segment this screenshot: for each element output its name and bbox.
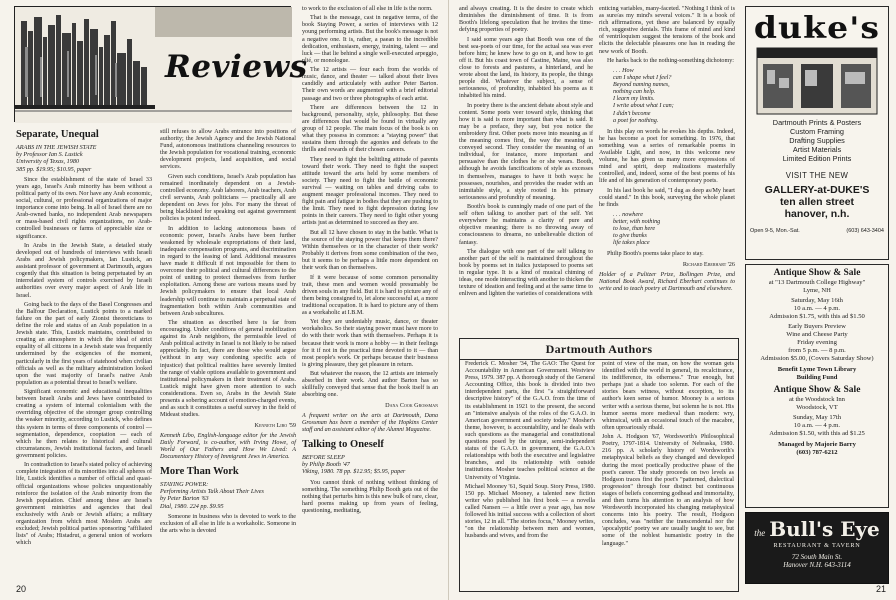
antique-date: Saturday, May 16th xyxy=(791,297,843,304)
paragraph: still refuses to allow Arabs entrance into positions of authority; the Jewish Agency and the Jewish National Fund, autonomous institutions channeling resources to the Jewish population for vocational training, economic development projects, land acquisition, and social services. xyxy=(160,129,296,171)
poem-line: I write about what I can; xyxy=(613,103,674,110)
antique-admission: Admission $1.75, with this ad $1.50 xyxy=(769,313,865,320)
article-heading: Separate, Unequal xyxy=(16,129,99,140)
antique-location: at "13 Dartmouth College Highway" xyxy=(768,279,866,286)
page-number: 21 xyxy=(875,584,886,594)
book-title: ARABS IN THE JEWISH STATE xyxy=(16,144,97,151)
antique-preview: Friday evening xyxy=(797,339,837,346)
dukes-ad xyxy=(745,6,889,260)
book-publisher: Dial, 1980. 224 pp. $9.95 xyxy=(160,502,224,510)
bulls-eye-tagline: RESTAURANT & TAVERN xyxy=(773,542,861,549)
left-column-3 xyxy=(302,6,438,590)
article-heading: Talking to Oneself xyxy=(302,439,384,451)
right-column-2 xyxy=(599,6,735,332)
poem-excerpt xyxy=(613,68,735,125)
poem-line: to give thanks xyxy=(613,233,647,240)
antique-preview: from 5 p.m. — 8 p.m. xyxy=(788,347,846,354)
paragraph: But whatever the reason, the 12 artists are intensely absorbed in their work. And author Barton has so skillfully conveyed that sense that the book itself is an absorbing one. xyxy=(302,371,438,399)
dartmouth-authors-title: Dartmouth Authors xyxy=(460,339,738,360)
dukes-gallery: GALLERY-at-DUKE'S xyxy=(764,184,870,196)
storefront-illustration xyxy=(757,48,877,114)
reviews-banner xyxy=(14,6,308,122)
antique-benefit: Benefit Lyme Town Library xyxy=(777,366,857,373)
dukes-town: hanover, n.h. xyxy=(784,208,850,220)
paragraph: Going back to the days of the Basel Congresses and the Balfour Declaration, Lustick points to a marked failure on the part of early Zionist theoreticians to define the role and status of an Arab population in a Jewish state. This, Lustick maintains, contributed to creating an atmosphere in which the ideal of strict equality of all citizens in a Jewish state was frequently undermined by the exigencies of the moment, particularly in the first years of statehood when civilian officials as well as the military administration looked upon the vast majority of Israel's native Arab population as a potential threat to Israel's welfare. xyxy=(16,301,152,386)
author-entry: Frederick C. Mosher '34, The GAO: The Quest for Accountability in American Government. Westview Press, 1979. 387 pp. A thorough study of the General Accounting Office, this book is divided into two interdependent parts, the first "a straightforward descriptive history" of the G.A.O. from the time of its establishment in 1921 to the present, the second an "intensive analysis of the roles of the G.A.O. in American government and society today." Mosher's theme, however, is accountability, and he deals with such questions as the managerial and constitutional questions posed by the unique, semi-independent status of the G.A.O. in government, the G.A.O.'s relationships with both the executive and legislative branches, and its relationship with outside institutions. Mosher teaches political science at the University of Virginia. xyxy=(465,361,595,481)
author-entry: point of view of the man, on how the woman gets identified with the world in general, its recalcitrance, its indifference, its otherness." True enough, but perhaps just a shade too solemn. For each of the stories bears witness, without exception, to its author's keen sense of humor. Mooney is a serious writer with a serious theme, but solemn he is not. His humor seems more medieval than modern: wry, whimsical, with an occasional touch of the macabre, often uproariously ribald. xyxy=(602,361,734,431)
dukes-visit: VISIT THE NEW xyxy=(785,171,849,180)
antique-town: Woodstock, VT xyxy=(796,404,838,411)
author-bio: A frequent writer on the arts at Dartmouth, Dana Grossman has been a member of the Hopkins Center staff and an assistant editor of the Alumni Magazine. xyxy=(302,412,438,433)
bulls-eye-address: 72 South Main St. xyxy=(791,553,843,561)
bulls-eye-name: Bull's Eye xyxy=(769,517,880,541)
dartmouth-authors-column-1 xyxy=(465,361,595,589)
author-entry: John A. Hodgson '67, Wordsworth's Philosophical Poetry, 1797-1814. University of Nebraska, 1980. 216 pp. A scholarly history of Wordsworth's metaphysical beliefs as they changed and developed during the most poetically productive phase of the poet's career. The study proceeds on two levels as Hodgson traces first the poet's "patterned, dialectical progression" through four distinct but continuous stages of beliefs concerning godhead and immortality, and then turns his attention to an analysis of how Wordsworth incorporated his changing metaphysical concerns into his poetry. The result, Hodgson concludes, was "neither the transcendental nor the 'apocalyptic' poetry we are usually taught to see, but some of the noblest humanistic poetry in the language." xyxy=(602,434,734,547)
poem-line: a poet for nothing. xyxy=(613,117,659,124)
antique-time: 10 a.m. — 4 p.m. xyxy=(793,422,841,429)
paragraph: Booth's book is cunningly made of one part of the self often talking to another part of the self. Yet everywhere he maintains a clarity of pure and objective meaning; there is no throwing away of consciousness to dreams, no unbelievable diction of fantasy. xyxy=(459,204,593,246)
poem-excerpt xyxy=(613,212,735,247)
dukes-address: ten allen street xyxy=(779,196,855,208)
antique-admission: Admission $1.50, with this ad $1.25 xyxy=(769,430,865,437)
paragraph: Given such conditions, Israel's Arab population has remained inordinately dependent on a Jewish-controlled economy. Arab laborers, Arab teachers, Arab civil servants, Arab politicians — practically all are dependent on Jews for jobs. For many the threat of being blacklisted for speaking out against government policies is potent indeed. xyxy=(160,173,296,223)
author-entry: Michael Mooney '61, Squid Soup. Story Press, 1980. 150 pp. Michael Mooney, a talented new fiction writer who published his first book — a novella called Nansen — a little over a year ago, has now followed his initial success with a collection of short stories, 12 in all. "The stories focus," Mooney writes, "on the relationship between men and women, husbands and wives, and from the xyxy=(465,483,595,540)
article-heading: More Than Work xyxy=(160,465,239,477)
book-publisher: University of Texas, 1980 xyxy=(16,158,80,166)
dukes-line: Custom Framing xyxy=(790,127,844,136)
dartmouth-authors-box xyxy=(459,338,739,592)
dukes-logo: duke's xyxy=(753,11,881,46)
paragraph: enticing variables, many-faceted. "Nothing I think of is as sure/as my mind's several voices." It is a book of rich affirmations, yet these are balanced by equally rich, suggestive denials. This frame of mind and kind of ventriloquism suggest the tensions of the book and elicits the delectable pleasures one has in reading the new work of Booth. xyxy=(599,6,735,55)
paragraph: In poetry there is the ancient debate about style and content. Some poets veer toward style, thinking that how it is said is more important than what is said. It may be a preface, they say, but you notice the embroidery first. Other poets move into meaning as if the meaning comes first, the way the meaning is conveyed second. They consider the meaning of an individual, for instance, more important and persuasive than the clothes he or she wears. Booth, although he avoids fancifications of style as excesses in themselves, manages to have it both ways: he possesses, nourishes, and provides the reader with an inimitable style, a style rooted in his primary seriousness and profundity of meaning. xyxy=(459,102,593,201)
dukes-line: Drafting Supplies xyxy=(789,136,845,145)
antique-date: Sunday, May 17th xyxy=(792,414,842,421)
antique-show-ad xyxy=(745,264,889,508)
right-page xyxy=(448,0,896,600)
book-author: by Peter Barton '63 xyxy=(160,495,209,503)
book-subtitle: Performing Artists Talk About Their Lives xyxy=(160,488,264,496)
poem-line: better, with nothing xyxy=(613,219,661,225)
paragraph: They need to fight the belittling attitude of parents toward their work. They need to fight the suspect attitude toward the arts held by some members of society. They need to fight the battle of economic survival — waiting on tables and driving cabs to augment meager professional incomes. They need to fight pain and fatigue in bodies that they are pushing to the limit. They need to fight depression during low points in their careers. They need to fight other young artists just as determined to succeed as they are. xyxy=(302,156,438,227)
paragraph: Someone in business who is devoted to work to the exclusion of all else in life is a workaholic. Someone in the arts who is devoted xyxy=(160,513,296,534)
dukes-hours: Open 9-5, Mon.-Sat. xyxy=(750,228,800,234)
book-title: STAYING POWER: xyxy=(160,480,209,488)
paragraph: In addition to lacking autonomous bases of economic power, Israel's Arabs have been further weakened by wholesale expropriations of their land, inadequate compensation programs, and discrimination in regard to the leasing of land. Additional measures have made it difficult if not impossible for them to overcome their political and cultural differences to the point of uniting to protect themselves from further exploitation. Among these are various means used by Jewish policymakers to ensure that local Arab leadership will continue to maintain a perpetual state of fragmentation both within Arab communities and between Arab subcultures. xyxy=(160,225,296,317)
antique-location: at the Woodstock Inn xyxy=(789,396,845,403)
antique-preview: Wine and Cheese Party xyxy=(786,331,848,338)
signature: Richard Eberhart '26 xyxy=(682,260,735,268)
reviews-title: Reviews xyxy=(165,49,308,85)
paragraph: In Arabs in the Jewish State, a detailed study developed out of hundreds of interviews with Israeli Arabs and Jewish policymakers, Ian Lustick, an assistant professor of government at Dartmouth, argues cogently that this situation is being perpetuated by an interrelated system of controls exercised by Israeli authorities over every major aspect of Arab life in Israel. xyxy=(16,242,152,299)
paragraph: He harks back to the nothing-something dichotomy: xyxy=(607,57,734,64)
paragraph: Since the establishment of the state of Israel 33 years ago, Israel's Arab minority has been without a political party of its own. Nor have any Arab economic, social, cultural, or professional organizations of major importance come into being. In all of Israel there are no Arab-owned banks, no independent Arab newspapers or mass-based civil rights organizations, no Arab-controlled businesses or farms of appreciable size or significance. xyxy=(16,176,152,240)
paragraph: and always creating. It is the desire to create which diminishes the diminishment of time. It is from Booth's lifelong speculation that he invites the time-defying properties of poetry. xyxy=(459,6,593,34)
paragraph: That is the message, cast in negative terms, of the book Staying Power, a series of interviews with 12 young performing artists. But the book's message is not a negative one. It is, rather, a paean to the incredible dedication, enthusiasm, energy, training, talent — and luck — that lie behind a single well-executed arpeggio, plié, or monologue. xyxy=(302,15,438,64)
antique-benefit: Building Fund xyxy=(796,374,838,381)
signature: Dana Cook Grossman xyxy=(385,401,438,409)
poem-line: . . . How xyxy=(613,67,634,74)
antique-title: Antique Show & Sale xyxy=(773,268,861,278)
paragraph: There are differences between the 12 in background, personality, style, philosophy. But these are differences that would be found in virtually any group of 12 people. The main focus of the book is on what they possess in common: a "staying power" that sustains them through the agonies and defeats to the thrills and rewards of their chosen careers. xyxy=(302,104,438,154)
paragraph: The 12 artists — four each from the worlds of music, dance, and theater — talked about their lives candidly and articulately with author Peter Barton. Their own words are augmented with a brief editorial passage and two or three photographs of each artist. xyxy=(302,67,438,102)
dukes-phone: (603) 643-3404 xyxy=(846,228,884,234)
paragraph: But all 12 have chosen to stay in the battle. What is the source of the staying power that keeps them there? Within themselves or in the character of their work? Probably it derives from some combination of the two, but it seems to be perhaps a little more dependent on their work than on themselves. xyxy=(302,229,438,272)
poem-line: nothing can help. xyxy=(613,89,656,96)
book-publisher: Viking, 1980. 78 pp. $12.95; $5.95, paper xyxy=(302,468,406,476)
paragraph: You cannot think of nothing without thinking of something. The something Philip Booth gets out of the nothing that perturbs him is this new bulk of rare, clear, hard poems making up from years of feeling, questioning, meditating, xyxy=(302,479,438,515)
bulls-eye-the: the xyxy=(754,528,766,538)
paragraph: In this play on words he evokes his depths. Indeed, he has become a poet for something. In 1976, that something was a series of remarkable poems in Available Light, and now, in this welcome new volume, he has given us many more expressions of mind and spirit, deep realizations masterfully controlled, and, indeed, some of the best poems of his life and of his generation of contemporary poets. xyxy=(599,128,735,185)
dartmouth-authors-column-2 xyxy=(602,361,734,589)
dukes-line: Dartmouth Prints & Posters xyxy=(772,118,862,127)
dukes-line: Limited Edition Prints xyxy=(782,154,852,163)
poem-line: to lose, than here xyxy=(613,226,656,233)
poem-line: I didn't become xyxy=(613,110,651,117)
poem-line: can I shape what I feel? xyxy=(613,75,672,82)
antique-preview: Early Buyers Preview xyxy=(788,323,846,330)
poem-line: . . . nowhere xyxy=(613,211,643,218)
left-column-1 xyxy=(16,129,152,589)
paragraph: In contradiction to Israel's stated policy of achieving complete integration of its minorities into all spheres of life, Lustick identifies a number of official and quasi-official organizations whose policies unquestionably reinforce the isolation of the Arab minority from the Jewish population. Chief among these are Israel's government ministries and agencies that deal exclusively with Arab or Jewish affairs; a military organization from which most Moslem Arabs are excluded; Jewish political parties sponsoring "affiliated lists" of Arabs; Histadrut, a general union of workers which xyxy=(16,462,152,547)
paragraph: The situation as described here is far from encouraging. Under conditions of general mobilization against its Arab neighbors, the permissible level of Arab political activity in Israel is not likely to be raised appreciably. In fact, there are those who would argue (without in any way condoning specific acts of injustice) that political realities have severely limited the range of viable options available to government and institutional policymakers in their treatment of Arabs. Lustick might have given more attention to such considerations. Even so, Arabs in the Jewish State presents a sobering account of emotion-charged events, and as such it constitutes a useful survey in the field of Mideast studies. xyxy=(160,320,296,419)
paragraph: Significant economic and educational inequalities between Israeli Arabs and Jews have contributed to creating a system of internal colonialism with the overriding objective of the stronger group controlling the weaker minority, according to Lustick, who defines this system in terms of three components of control — segmentation, dependence, cooptation — each of which he then relates to historical and cultural circumstances, Jewish institutional factors, and Israeli government policies. xyxy=(16,389,152,459)
book-price: 385 pp. $19.95; $10.95, paper xyxy=(16,165,92,173)
antique-title: Antique Show & Sale xyxy=(773,385,861,395)
paragraph: The dialogue with one part of the self talking to another part of the self is maintained throughout the book by poems set in italics juxtaposed to poems set in regular type. It is a kind of musical chiming of ideas, one mode interacting with another to thicken the texture of ideation and feeling and at the same time to enliven and lighten the varieties of considerations with xyxy=(459,248,593,298)
paragraph: I said some years ago that Booth was one of the best sea-poets of our time, for the actual sea was ever before him; he knew how to go on it, and how to get off it. But his coast town of Castine, Maine, was also close to forests and pastures, a hinterland, and he wrote about the land, its history, its people, the things people did. Whatever the subject, a sense of seriousness, of profundity, inhabited his poems as it inhabited his mind. xyxy=(459,36,593,100)
antique-manager: Managed by Majorie Barry xyxy=(778,441,856,448)
paragraph: Yet they are undeniably music, dance, or theater workaholics. So their staying power must have more to do with their work than with themselves. Perhaps it is because their work is more a hobby — in their feelings for it if not in the practical time devoted to it — than most people's work. Or perhaps because their business is giving pleasure, they get pleasure in return. xyxy=(302,319,438,368)
page-number: 20 xyxy=(16,584,27,594)
book-author: by Philip Booth '47 xyxy=(302,461,350,469)
paragraph: If it were because of some common personality trait, these men and women would presumably be driven souls in any field. But it is hard to picture any of them being consigned to, let alone successful at, a more traditional occupation. It is hard to picture any of them as a workaholic at I.B.M. xyxy=(302,274,438,316)
antique-town: Lyme, NH xyxy=(803,287,831,294)
paragraph: In his last book he said, "I dug as deep as/My heart could stand." In this book, surveying the whole planet he finds xyxy=(599,187,735,208)
author-bio: Holder of a Pulitzer Prize, Bollingen Prize, and National Book Award, Richard Eberhart continues to write and to teach poetry at Dartmouth and elsewhere. xyxy=(599,271,735,292)
paragraph: Philip Booth's poems take place to stay. xyxy=(607,251,704,258)
book-author: by Professor Ian S. Lustick xyxy=(16,151,83,159)
antique-time: 10 a.m. — 4 p.m. xyxy=(793,305,841,312)
poem-line: Beyond naming names, xyxy=(613,82,670,89)
antique-preview: Admission $5.00, (Covers Saturday Show) xyxy=(760,355,874,362)
poem-line: I learn my limits. xyxy=(613,96,655,103)
left-column-2 xyxy=(160,129,296,589)
bulls-eye-town: Hanover N.H. 643-3114 xyxy=(783,561,851,569)
signature: Kenneth Libo '59 xyxy=(254,421,296,429)
book-title: BEFORE SLEEP xyxy=(302,454,345,462)
author-bio: Kenneth Libo, English-language editor for the Jewish Daily Forward, is co-author, with Irving Howe, of World of Our Fathers and How We Lived: A Documentary History of Immigrant Jews in America. xyxy=(160,432,296,460)
bulls-eye-ad xyxy=(745,512,889,584)
right-column-1 xyxy=(459,6,593,332)
poem-line: life takes place xyxy=(613,240,650,247)
antique-phone: (603) 787-6212 xyxy=(796,449,838,456)
dukes-line: Artist Materials xyxy=(792,145,842,154)
paragraph: to work to the exclusion of all else in life is the norm. xyxy=(302,6,433,12)
